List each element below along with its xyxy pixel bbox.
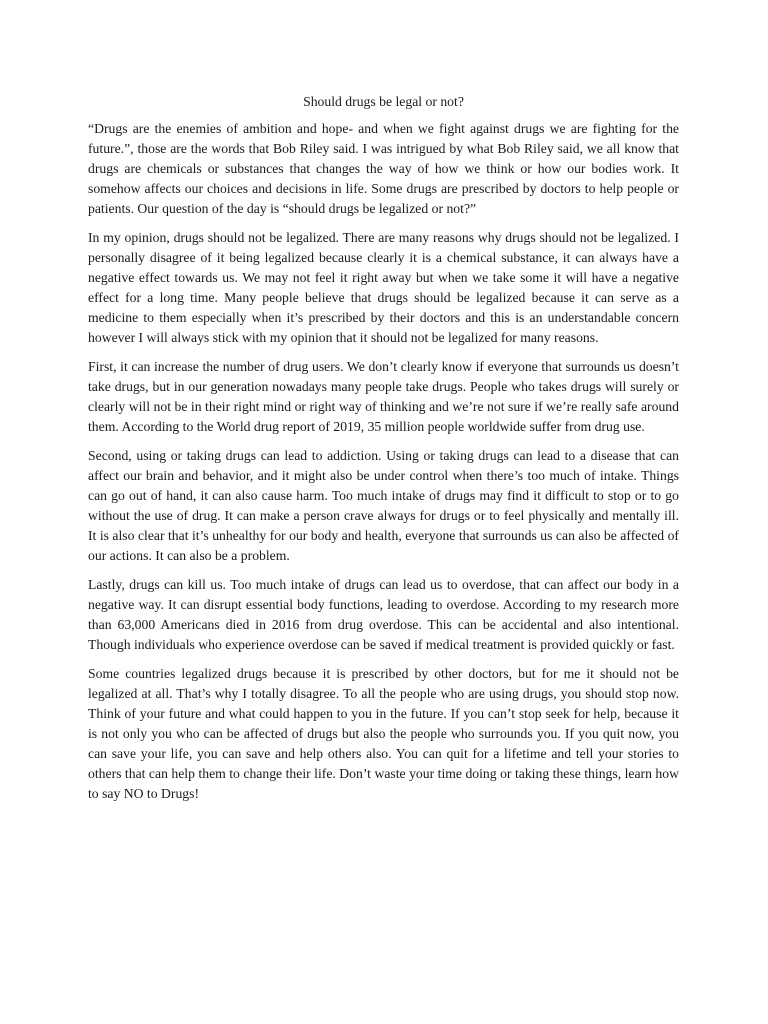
paragraph-third-reason: Lastly, drugs can kill us. Too much intake of drugs can lead us to overdose, that can affect our body in a negative way. It can disrupt essential body functions, leading to overdose. According to my research more than 63,000 Americans died in 2016 from drug overdose. This can be accidental and also intentional. Though individuals who experience overdose can be saved if medical treatment is provided quickly or fast. — [88, 577, 679, 652]
document-title: Should drugs be legal or not? — [303, 94, 464, 109]
paragraph-opinion: In my opinion, drugs should not be legalized. There are many reasons why drugs should not be legalized. I personally disagree of it being legalized because clearly it is a chemical substance, it can always have a negative effect towards us. We may not feel it right away but when we take some it will have a negative effect for a long time. Many people believe that drugs should be legalized because it can serve as a medicine to them especially when it’s prescribed by their doctors and this is an understandable concern however I will always stick with my opinion that it should not be legalized for many reasons. — [88, 230, 679, 345]
paragraph-conclusion: Some countries legalized drugs because it is prescribed by other doctors, but for me it should not be legalized at all. That’s why I totally disagree. To all the people who are using drugs, you should stop now. Think of your future and what could happen to you in the future. If you can’t stop seek for help, because it is not only you who can be affected of drugs but also the people who surrounds you. If you quit now, you can save your life, you can save and help others also. You can quit for a lifetime and tell your stories to others that can help them to change their life. Don’t waste your time doing or taking these things, learn how to say NO to Drugs! — [88, 666, 679, 801]
paragraph-intro: “Drugs are the enemies of ambition and hope- and when we fight against drugs we are fighting for the future.”, those are the words that Bob Riley said. I was intrigued by what Bob Riley said, we all know that drugs are chemicals or substances that changes the way of how we think or how our bodies work. It somehow affects our choices and decisions in life. Some drugs are prescribed by doctors to help people or patients. Our question of the day is “should drugs be legalized or not?” — [88, 121, 679, 216]
paragraph-first-reason: First, it can increase the number of drug users. We don’t clearly know if everyone that surrounds us doesn’t take drugs, but in our generation nowadays many people take drugs. People who takes drugs will surely or clearly will not be in their right mind or right way of thinking and we’re not sure if we’re really safe around them. According to the World drug report of 2019, 35 million people worldwide suffer from drug use. — [88, 359, 679, 434]
document-page — [88, 92, 679, 813]
paragraph-second-reason: Second, using or taking drugs can lead to addiction. Using or taking drugs can lead to a disease that can affect our brain and behavior, and it might also be under control when there’s too much of intake. Things can go out of hand, it can also cause harm. Too much intake of drugs may find it difficult to stop or to go without the use of drug. It can make a person crave always for drugs or to feel physically and mentally ill. It is also clear that it’s unhealthy for our body and health, everyone that surrounds us can also be affected of our actions. It can also be a problem. — [88, 448, 679, 563]
